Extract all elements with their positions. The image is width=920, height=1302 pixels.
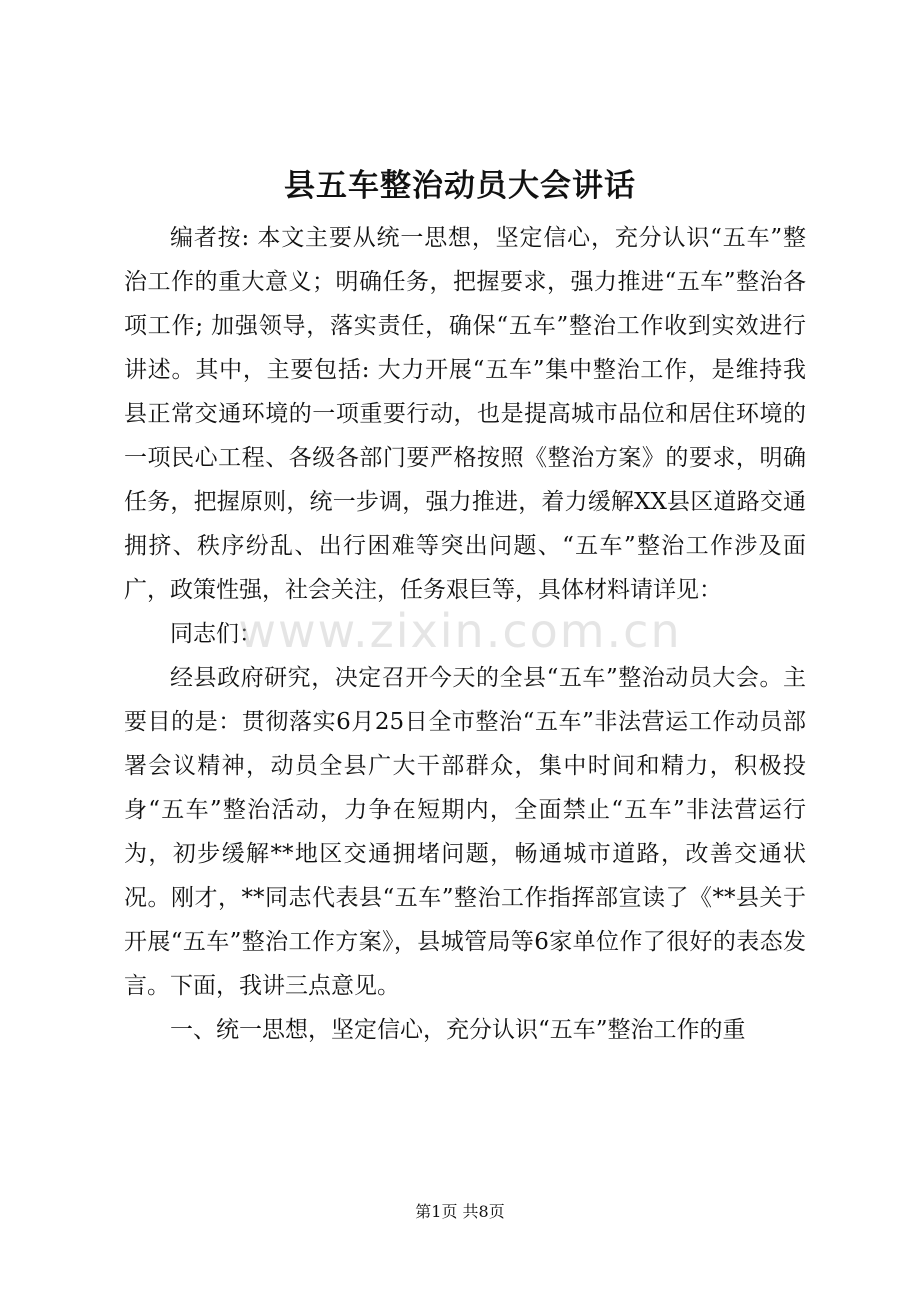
document-body (124, 216, 806, 1052)
paragraph-editor-note: 编者按: 本文主要从统一思想，坚定信心，充分认识“五车”整治工作的重大意义；明确任务，把握要求，强力推进“五车”整治各项工作; 加强领导，落实责任，确保“五车”整治工作收到实效进行讲述。其中，主要包括: 大力开展“五车”集中整治工作，是维持我县正常交通环境的一项重要行动，也是提高城市品位和居住环境的一项民心工程、各级各部门要严格按照《整治方案》的要求，明确任务，把握原则，统一步调，强力推进，着力缓解XX县区道路交通拥挤、秩序纷乱、出行困难等突出问题、“五车”整治工作涉及面广，政策性强，社会关注，任务艰巨等，具体材料请详见： (124, 225, 806, 603)
document-title: 县五车整治动员大会讲话 (284, 168, 636, 204)
paragraph-section-one: 一、统一思想，坚定信心，充分认识“五车”整治工作的重 (170, 1017, 746, 1043)
paragraph-purpose: 经县政府研究，决定召开今天的全县“五车”整治动员大会。主要目的是：贯彻落实6月25日全市整治“五车”非法营运工作动员部署会议精神，动员全县广大干部群众，集中时间和精力，积极投身“五车”整治活动，力争在短期内，全面禁止“五车”非法营运行为，初步缓解**地区交通拥堵问题，畅通城市道路，改善交通状况。刚才，**同志代表县“五车”整治工作指挥部宣读了《**县关于开展“五车”整治工作方案》，县城管局等6家单位作了很好的表态发言。下面，我讲三点意见。 (124, 665, 806, 999)
paragraph-salutation: 同志们： (170, 621, 262, 647)
watermark: www.zixin.com.cn (238, 604, 682, 658)
page-footer: 第1页 共8页 (415, 1202, 505, 1221)
